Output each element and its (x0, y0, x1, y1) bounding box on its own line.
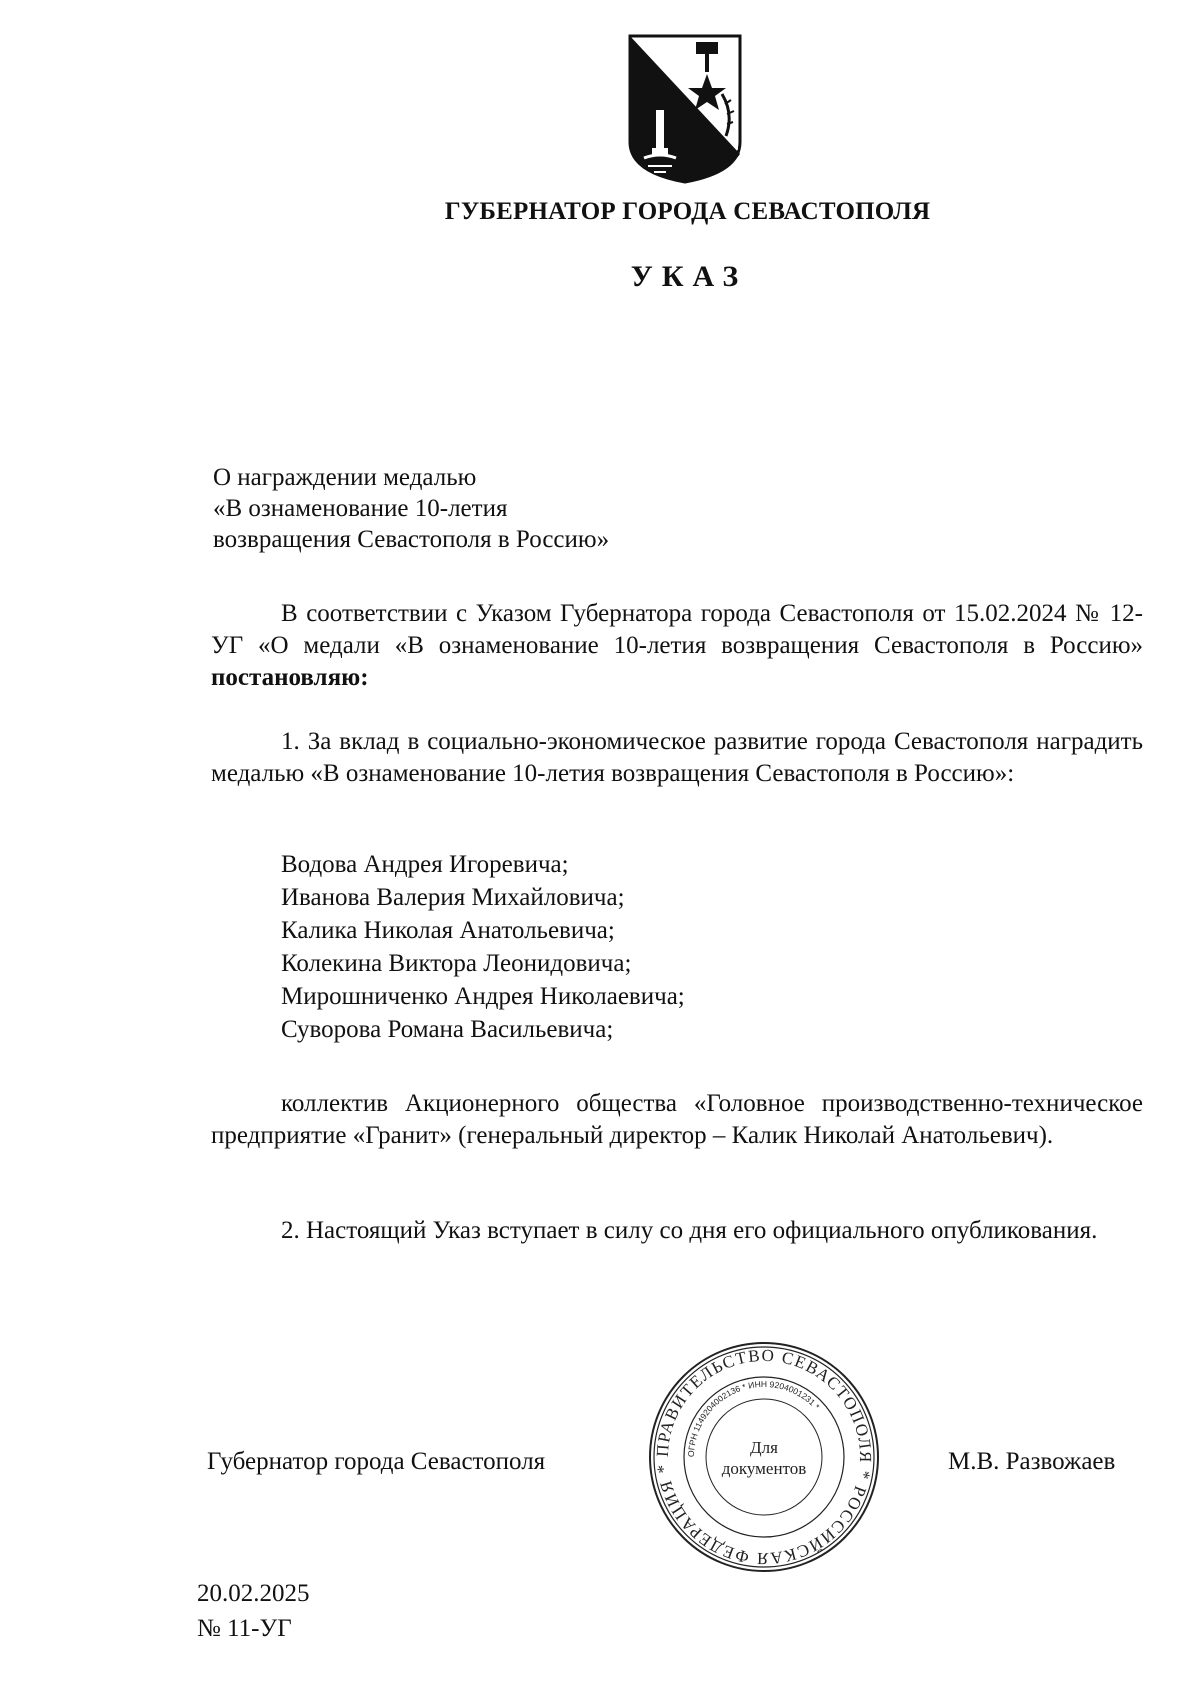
recipients-list (281, 848, 685, 1046)
collective-paragraph: коллектив Акционерного общества «Головное производственно-техническое предприятие «Гранит» (генеральный директор – Калик Николай Анатольевич). (211, 1090, 1143, 1149)
issuing-authority: ГУБЕРНАТОР ГОРОДА СЕВАСТОПОЛЯ (444, 198, 931, 225)
subject-line: возвращения Севастополя в Россию» (213, 526, 610, 553)
decree-subject (213, 462, 609, 555)
operative-word: постановляю: (211, 664, 369, 691)
recipient-name: Мирошниченко Андрея Николаевича; (281, 983, 685, 1010)
seal-inner-text: ОГРН 1149204002136 * ИНН 9204001231 * (685, 1378, 822, 1458)
recipient-name: Иванова Валерия Михайловича; (281, 884, 625, 911)
seal-center-line: Для (750, 1438, 778, 1457)
subject-line: О награждении медалью (213, 464, 477, 491)
recipient-name: Колекина Виктора Леонидовича; (281, 950, 632, 977)
preamble-text: В соответствии с Указом Губернатора города Севастополя от 15.02.2024 № 12-УГ «О медали «В ознаменование 10-летия возвращения Севастополя в Россию» (211, 600, 1143, 659)
registration-date: 20.02.2025 (197, 1580, 310, 1607)
item-2-paragraph: 2. Настоящий Указ вступает в силу со дня его официального опубликования. (281, 1217, 1098, 1244)
recipient-name: Суворова Романа Васильевича; (281, 1016, 614, 1043)
seal-outer-text: ПРАВИТЕЛЬСТВО СЕВАСТОПОЛЯ * РОССИЙСКАЯ ФЕДЕРАЦИЯ * (652, 1345, 876, 1569)
item-1-paragraph: 1. За вклад в социально-экономическое развитие города Севастополя наградить медалью «В ознаменование 10-летия возвращения Севастополя в Россию»: (211, 728, 1143, 787)
recipient-name: Водова Андрея Игоревича; (281, 851, 569, 878)
signatory-title: Губернатор города Севастополя (207, 1448, 546, 1475)
preamble-paragraph (211, 598, 1143, 694)
seal-center-line: документов (721, 1459, 807, 1478)
document-type: УКАЗ (630, 260, 748, 293)
signatory-name: М.В. Развожаев (948, 1448, 1116, 1475)
recipient-name: Калика Николая Анатольевича; (281, 917, 615, 944)
official-seal-icon (645, 1338, 883, 1576)
registration-number: № 11-УГ (197, 1615, 292, 1642)
sevastopol-coat-of-arms-icon (626, 34, 744, 184)
subject-line: «В ознаменование 10-летия (213, 495, 508, 522)
